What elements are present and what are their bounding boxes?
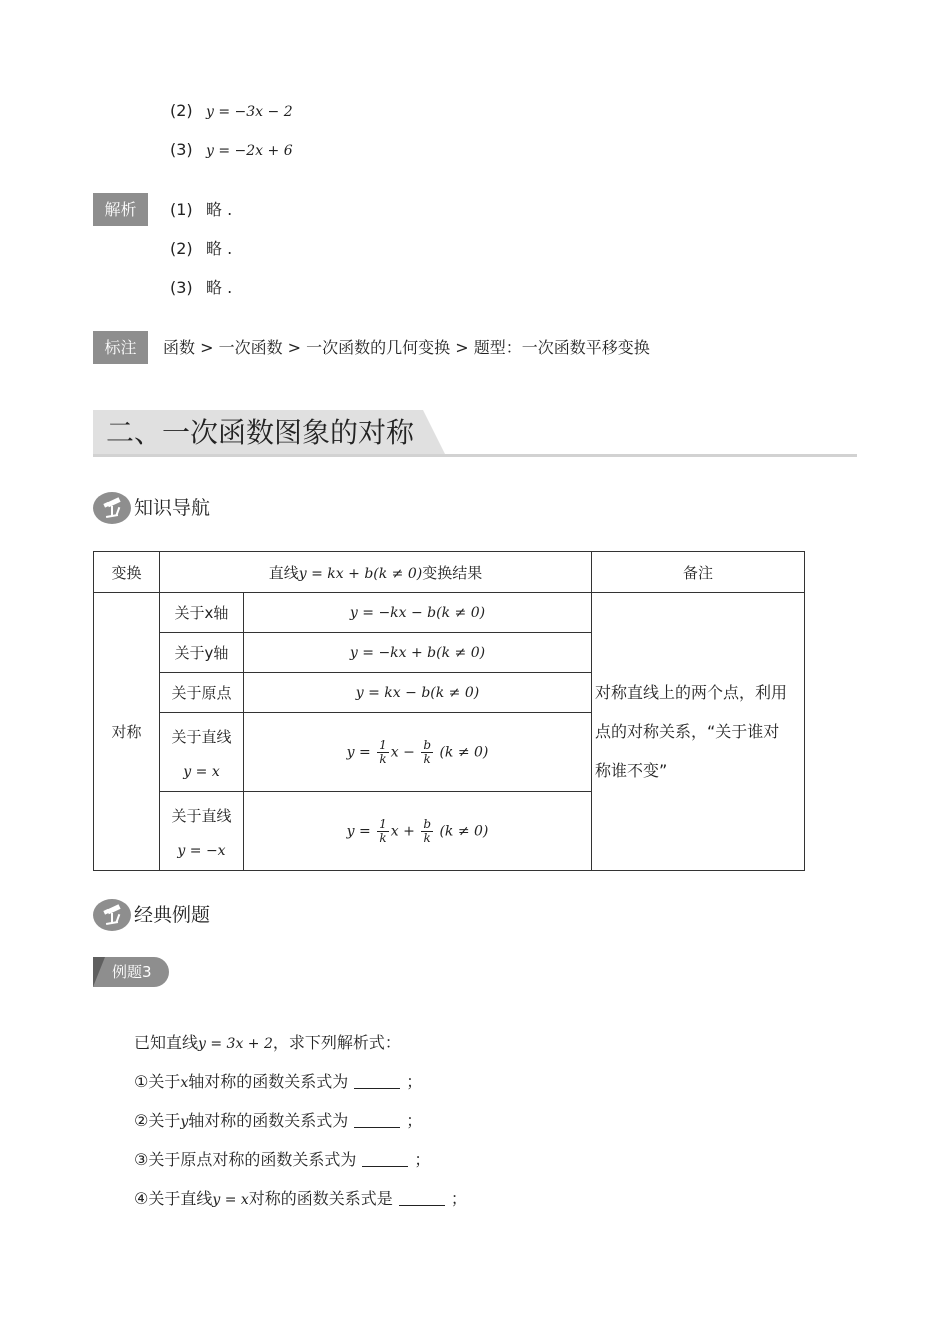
row-expression (244, 713, 592, 792)
question-var: y (180, 1114, 189, 1130)
section-heading-rule (93, 454, 857, 457)
item-number: (1) (170, 200, 193, 219)
denominator: k (423, 830, 431, 845)
expr-tail: (k ≠ 0) (439, 744, 489, 760)
row-label-cell (160, 792, 244, 871)
question-prefix: ③关于原点对称的函数关系式为 (134, 1150, 357, 1169)
question-suffix: 轴对称的函数关系式为 (188, 1072, 349, 1091)
question-suffix: 对称的函数关系式是 (248, 1189, 393, 1208)
question-2 (134, 1108, 422, 1134)
question-4 (134, 1186, 467, 1212)
section-heading (93, 410, 857, 457)
intro-suffix: ，求下列解析式： (272, 1033, 401, 1052)
question-1 (134, 1069, 422, 1095)
solution-tag: 解析 (93, 193, 148, 226)
question-end: ； (406, 1111, 423, 1130)
numerator: b (423, 737, 431, 752)
header-note: 备注 (592, 552, 805, 593)
section-title: 二、一次函数图象的对称 (106, 416, 415, 449)
classic-examples-label: 经典例题 (134, 904, 211, 926)
header-result-prefix: 直线 (268, 563, 299, 582)
header-transform: 变换 (94, 552, 160, 593)
header-result-suffix: 变换结果 (422, 563, 483, 582)
example-intro (134, 1030, 401, 1056)
symmetry-table (93, 551, 805, 871)
row-label: 关于直线 (171, 727, 232, 746)
item-number: (2) (170, 239, 193, 258)
expr-mid: x + (390, 823, 415, 839)
denominator: k (379, 751, 387, 766)
solution-item-2 (170, 237, 232, 261)
row-expression: y = kx − b(k ≠ 0) (244, 673, 592, 713)
numerator: 1 (379, 737, 387, 752)
intro-prefix: 已知直线 (134, 1033, 199, 1052)
fraction-2 (421, 818, 433, 845)
note-line: 对称直线上的两个点，利用 (595, 683, 788, 702)
numerator: 1 (379, 816, 387, 831)
item-text: 略 . (206, 239, 233, 258)
question-end: ； (414, 1150, 431, 1169)
solution-item-3 (170, 276, 232, 300)
row-expression: y = −kx + b(k ≠ 0) (244, 633, 592, 673)
answer-blank[interactable] (399, 1189, 445, 1206)
table-header-row (94, 552, 805, 593)
prev-item-3 (170, 138, 293, 162)
annotation-tag: 标注 (93, 331, 148, 364)
annotation-path: 函数 > 一次函数 > 一次函数的几何变换 > 题型：一次函数平移变换 (163, 338, 650, 357)
question-prefix: ④关于直线 (134, 1189, 213, 1208)
telescope-icon (93, 492, 131, 524)
row-label-cell (160, 713, 244, 792)
question-prefix: ②关于 (134, 1111, 181, 1130)
question-var: y = x (212, 1192, 249, 1208)
solution-item-1 (170, 198, 232, 222)
numerator: b (423, 816, 431, 831)
note-cell (592, 593, 805, 871)
question-var: x (180, 1075, 189, 1091)
fraction-1 (377, 818, 389, 845)
example-tag-label: 例题3 (112, 963, 152, 981)
item-text: 略 . (206, 278, 233, 297)
row-expression (244, 792, 592, 871)
question-suffix: 轴对称的函数关系式为 (188, 1111, 349, 1130)
answer-blank[interactable] (362, 1150, 408, 1167)
expr-tail: (k ≠ 0) (439, 823, 489, 839)
intro-expression: y = 3x + 2 (198, 1036, 273, 1052)
fraction-1 (377, 739, 389, 766)
question-end: ； (406, 1072, 423, 1091)
denominator: k (379, 830, 387, 845)
header-result (160, 552, 592, 593)
item-number: (3) (170, 278, 193, 297)
expr-lhs: y = (346, 744, 371, 760)
denominator: k (423, 751, 431, 766)
prev-item-2 (170, 99, 293, 123)
expr-lhs: y = (346, 823, 371, 839)
question-prefix: ①关于 (134, 1072, 181, 1091)
example-tag-corner (93, 957, 105, 987)
header-result-expr: y = kx + b(k ≠ 0) (298, 565, 423, 582)
example-tag (93, 957, 169, 987)
row-label: 关于y轴 (160, 633, 244, 673)
item-number: (2) (170, 101, 193, 120)
row-label: 关于x轴 (160, 593, 244, 633)
row-label: 关于直线 (171, 806, 232, 825)
row-expression: y = −kx − b(k ≠ 0) (244, 593, 592, 633)
table-row (94, 593, 805, 633)
question-3 (134, 1147, 430, 1173)
row-sublabel: y = x (183, 763, 220, 780)
item-expression: y = −3x − 2 (206, 104, 293, 120)
item-text: 略 . (206, 200, 233, 219)
item-number: (3) (170, 140, 193, 159)
group-label: 对称 (94, 593, 160, 871)
row-sublabel: y = −x (177, 842, 226, 859)
fraction-2 (421, 739, 433, 766)
answer-blank[interactable] (354, 1072, 400, 1089)
item-expression: y = −2x + 6 (206, 143, 293, 159)
expr-mid: x − (390, 744, 415, 760)
question-end: ； (450, 1189, 467, 1208)
row-label: 关于原点 (160, 673, 244, 713)
knowledge-nav-label: 知识导航 (134, 497, 211, 519)
note-line: 点的对称关系，“关于谁对 (595, 722, 780, 741)
note-line: 称谁不变” (595, 761, 668, 780)
answer-blank[interactable] (354, 1111, 400, 1128)
telescope-icon (93, 899, 131, 931)
